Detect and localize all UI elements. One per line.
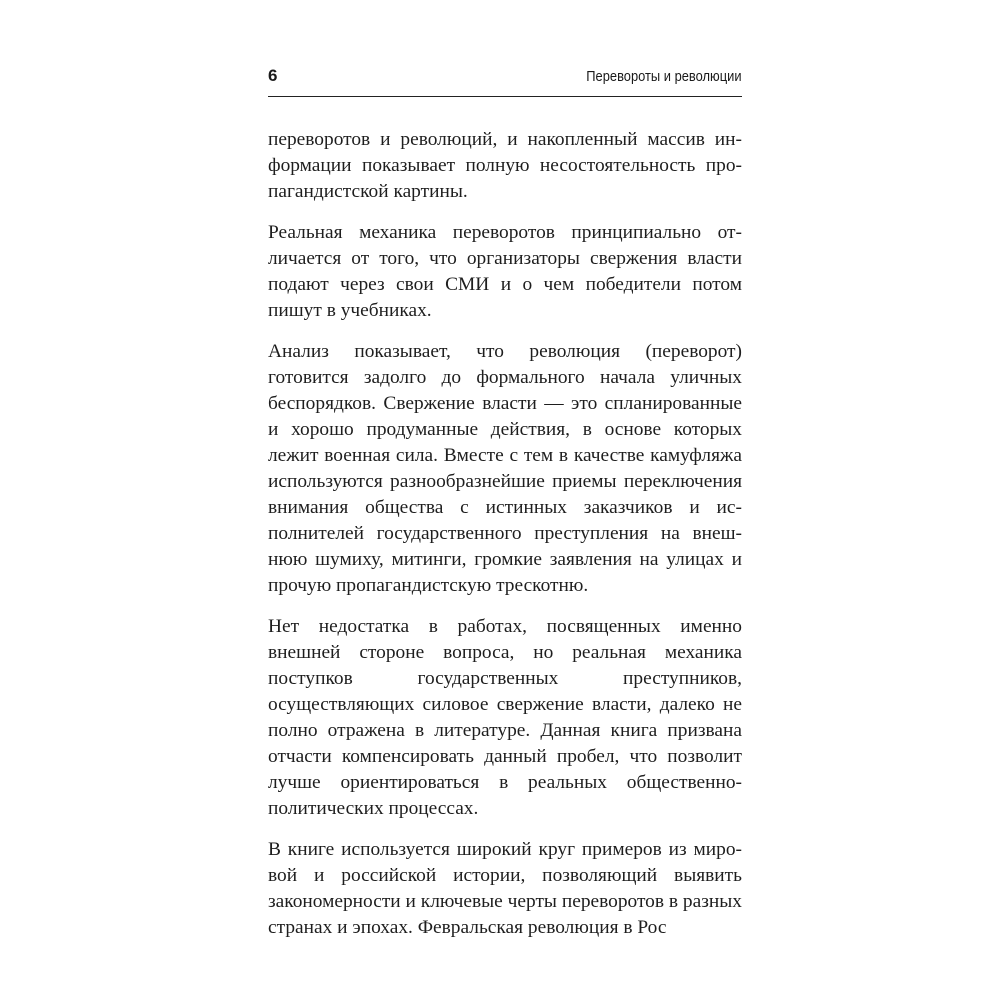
paragraph-2: Реальная механика переворотов принципиально отличается от того, что организаторы свержения власти подают через свои СМИ и о чем победители потом пишут в учебниках. xyxy=(268,222,742,321)
header-rule xyxy=(268,96,742,97)
paragraph-5: В книге используется широкий круг примеров из мировой и российской истории, позволяющий выявить закономерности и ключевые черты переворотов в разных странах и эпохах. Февральская революция в Рос xyxy=(268,839,742,938)
page-header xyxy=(268,60,742,92)
paragraph-3: Анализ показывает, что революция (переворот) готовится задолго до формального начала уличных беспорядков. Свержение власти — это спланированные и хорошо продуманные действия, в основе которых лежит военная сила. Вместе с тем в качестве камуфляжа используются разнообразнейшие приемы переключения внимания общества с истинных заказчиков и исполнителей государственного преступления на внешнюю шумиху, митинги, громкие заявления на улицах и прочую пропагандистскую трескотню. xyxy=(268,341,742,596)
book-page xyxy=(268,60,742,956)
paragraph-4: Нет недостатка в работах, посвященных именно внешней стороне вопроса, но реальная механика поступков государственных преступников, осуществляющих силовое свержение власти, далеко не полно отражена в литературе. Данная книга призвана отчасти компенсировать данный пробел, что позволит лучше ориентироваться в реальных общественно-политических процессах. xyxy=(268,616,742,819)
paragraph-1: переворотов и революций, и накопленный массив информации показывает полную несостоятельность пропагандистской картины. xyxy=(268,129,742,202)
body-text xyxy=(268,127,742,941)
page-number: 6 xyxy=(268,66,278,85)
running-title: Перевороты и революции xyxy=(586,68,742,85)
